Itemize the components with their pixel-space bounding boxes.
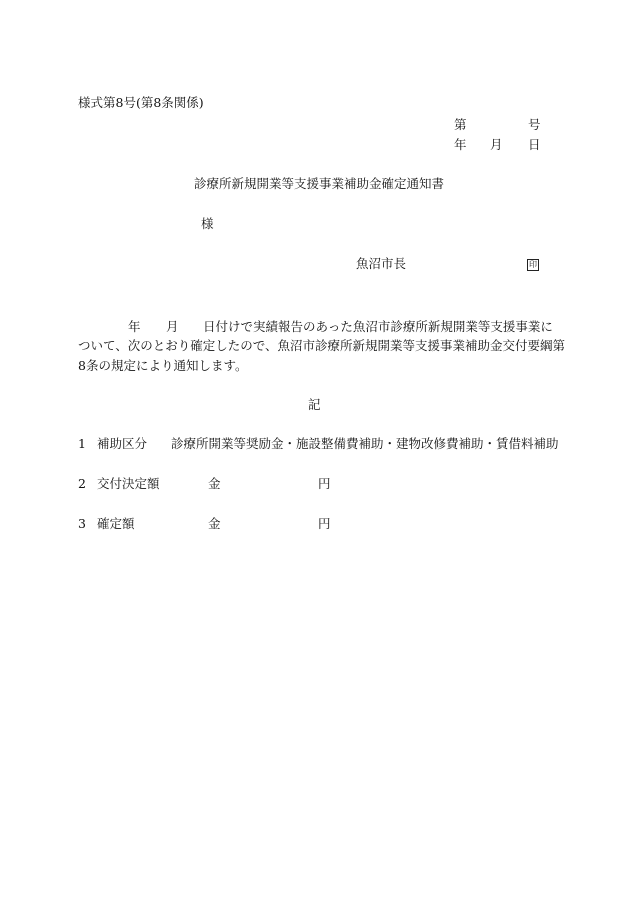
date-month: 月: [490, 137, 503, 152]
item-3-number: 3: [78, 516, 86, 531]
seal-icon: 印: [529, 259, 537, 269]
form-number: 様式第8号(第8条関係): [78, 95, 204, 110]
body-line2: ついて、次のとおり確定したので、魚沼市診療所新規開業等支援事業補助金交付要綱第: [78, 338, 566, 353]
date-year: 年: [454, 137, 467, 152]
date-day: 日: [528, 137, 541, 152]
item-3-en: 円: [318, 516, 331, 531]
issuer-name: 魚沼市長: [356, 256, 407, 271]
item-1-number: 1: [78, 436, 86, 451]
body-line3: 8条の規定により通知します。: [78, 358, 248, 373]
item-1-value: 診療所開業等奨励金・施設整備費補助・建物改修費補助・賃借料補助: [171, 436, 559, 451]
doc-number-dai: 第: [454, 117, 467, 132]
item-2-kin: 金: [208, 476, 221, 491]
item-3-label: 確定額: [97, 516, 135, 531]
doc-number-go: 号: [528, 117, 541, 132]
body-month: 月: [166, 319, 179, 334]
item-2-number: 2: [78, 476, 86, 491]
seal-mark: [527, 258, 539, 271]
body-line1: 日付けで実績報告のあった魚沼市診療所新規開業等支援事業に: [203, 319, 553, 334]
document-title: 診療所新規開業等支援事業補助金確定通知書: [194, 176, 445, 191]
item-3-kin: 金: [208, 516, 221, 531]
body-year: 年: [128, 319, 141, 334]
ki-heading: 記: [308, 397, 321, 412]
item-2-en: 円: [318, 476, 331, 491]
item-1-label: 補助区分: [97, 436, 148, 451]
item-2-label: 交付決定額: [97, 476, 160, 491]
addressee-suffix: 様: [201, 216, 214, 231]
